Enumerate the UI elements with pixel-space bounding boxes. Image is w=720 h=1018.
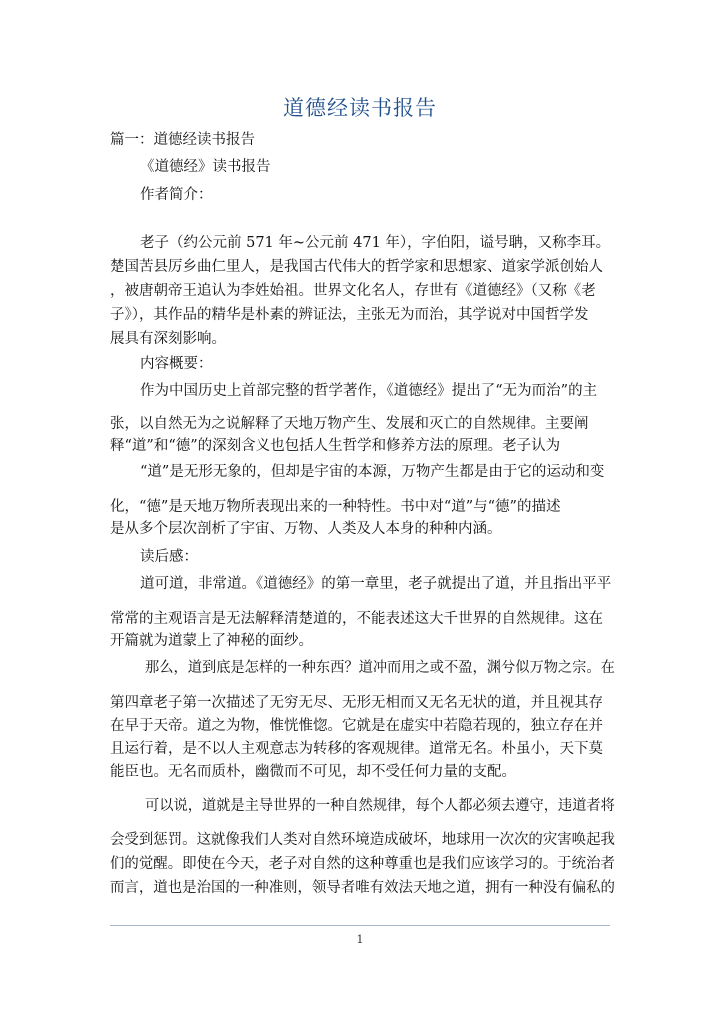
author-heading: 作者简介： [140,187,213,203]
report-subtitle: 《道德经》读书报告 [140,159,271,175]
reflection-line: 那么，道到底是怎样的一种东西？道冲而用之或不盈，渊兮似万物之宗。在 [145,660,615,676]
reflection-line: 会受到惩罚。这就像我们人类对自然环境造成破坏，地球用一次次的灾害唤起我 [110,832,615,848]
reflection-line: 开篇就为道蒙上了神秘的面纱。 [110,633,313,649]
author-line: 子》），其作品的精华是朴素的辨证法，主张无为而治，其学说对中国哲学发 [110,307,589,323]
reflection-line: 且运行着，是不以人主观意志为转移的客观规律。道常无名。朴虽小，天下莫 [110,741,603,757]
reflection-line: 在早于天帝。道之为物，惟恍惟惚。它就是在虚实中若隐若现的，独立存在并 [110,718,603,734]
summary-line: 是从多个层次剖析了宇宙、万物、人类及人本身的种种内涵。 [110,521,502,537]
section-heading: 篇一：道德经读书报告 [110,132,255,148]
page-number: 1 [356,933,364,946]
author-line: 老子（约公元前 571 年~公元前 471 年），字伯阳，谥号聃，又称李耳。 [140,235,611,251]
document-title: 道德经读书报告 [283,96,437,120]
reflection-line: 能臣也。无名而质朴，幽微而不可见，却不受任何力量的支配。 [110,764,516,780]
reflection-heading: 读后感： [140,549,198,565]
reflection-line: 常常的主观语言是无法解释清楚道的，不能表述这大千世界的自然规律。这在 [110,611,603,627]
reflection-line: 第四章老子第一次描述了无穷无尽、无形无相而又无名无状的道，并且视其存 [110,695,603,711]
summary-line: 张，以自然无为之说解释了天地万物产生、发展和灭亡的自然规律。主要阐 [110,416,589,432]
summary-line: 释“道”和“德”的深刻含义也包括人生哲学和修养方法的原理。老子认为 [110,438,561,454]
footer-divider [110,925,610,926]
summary-line: 化，“德”是天地万物所表现出来的一种特性。书中对“道”与“德”的描述 [110,499,561,515]
author-line: 展具有深刻影响。 [110,331,226,347]
reflection-line: 们的觉醒。即使在今天，老子对自然的这种尊重也是我们应该学习的。于统治者 [110,856,615,872]
summary-heading: 内容概要： [140,356,213,372]
author-line: 楚国苦县厉乡曲仁里人，是我国古代伟大的哲学家和思想家、道家学派创始人 [110,259,603,275]
summary-line: 作为中国历史上首部完整的哲学著作，《道德经》提出了“无为而治”的主 [140,383,598,399]
summary-line: “道”是无形无象的，但却是宇宙的本源，万物产生都是由于它的运动和变 [140,464,605,480]
reflection-line: 可以说，道就是主导世界的一种自然规律，每个人都必须去遵守，违道者将 [145,798,615,814]
reflection-line: 而言，道也是治国的一种准则，领导者唯有效法天地之道，拥有一种没有偏私的 [110,880,615,896]
author-line: ，被唐朝帝王追认为李姓始祖。世界文化名人，存世有《道德经》（又称《老 [110,283,596,299]
reflection-line: 道可道，非常道。《道德经》的第一章里，老子就提出了道，并且指出平平 [140,576,612,592]
